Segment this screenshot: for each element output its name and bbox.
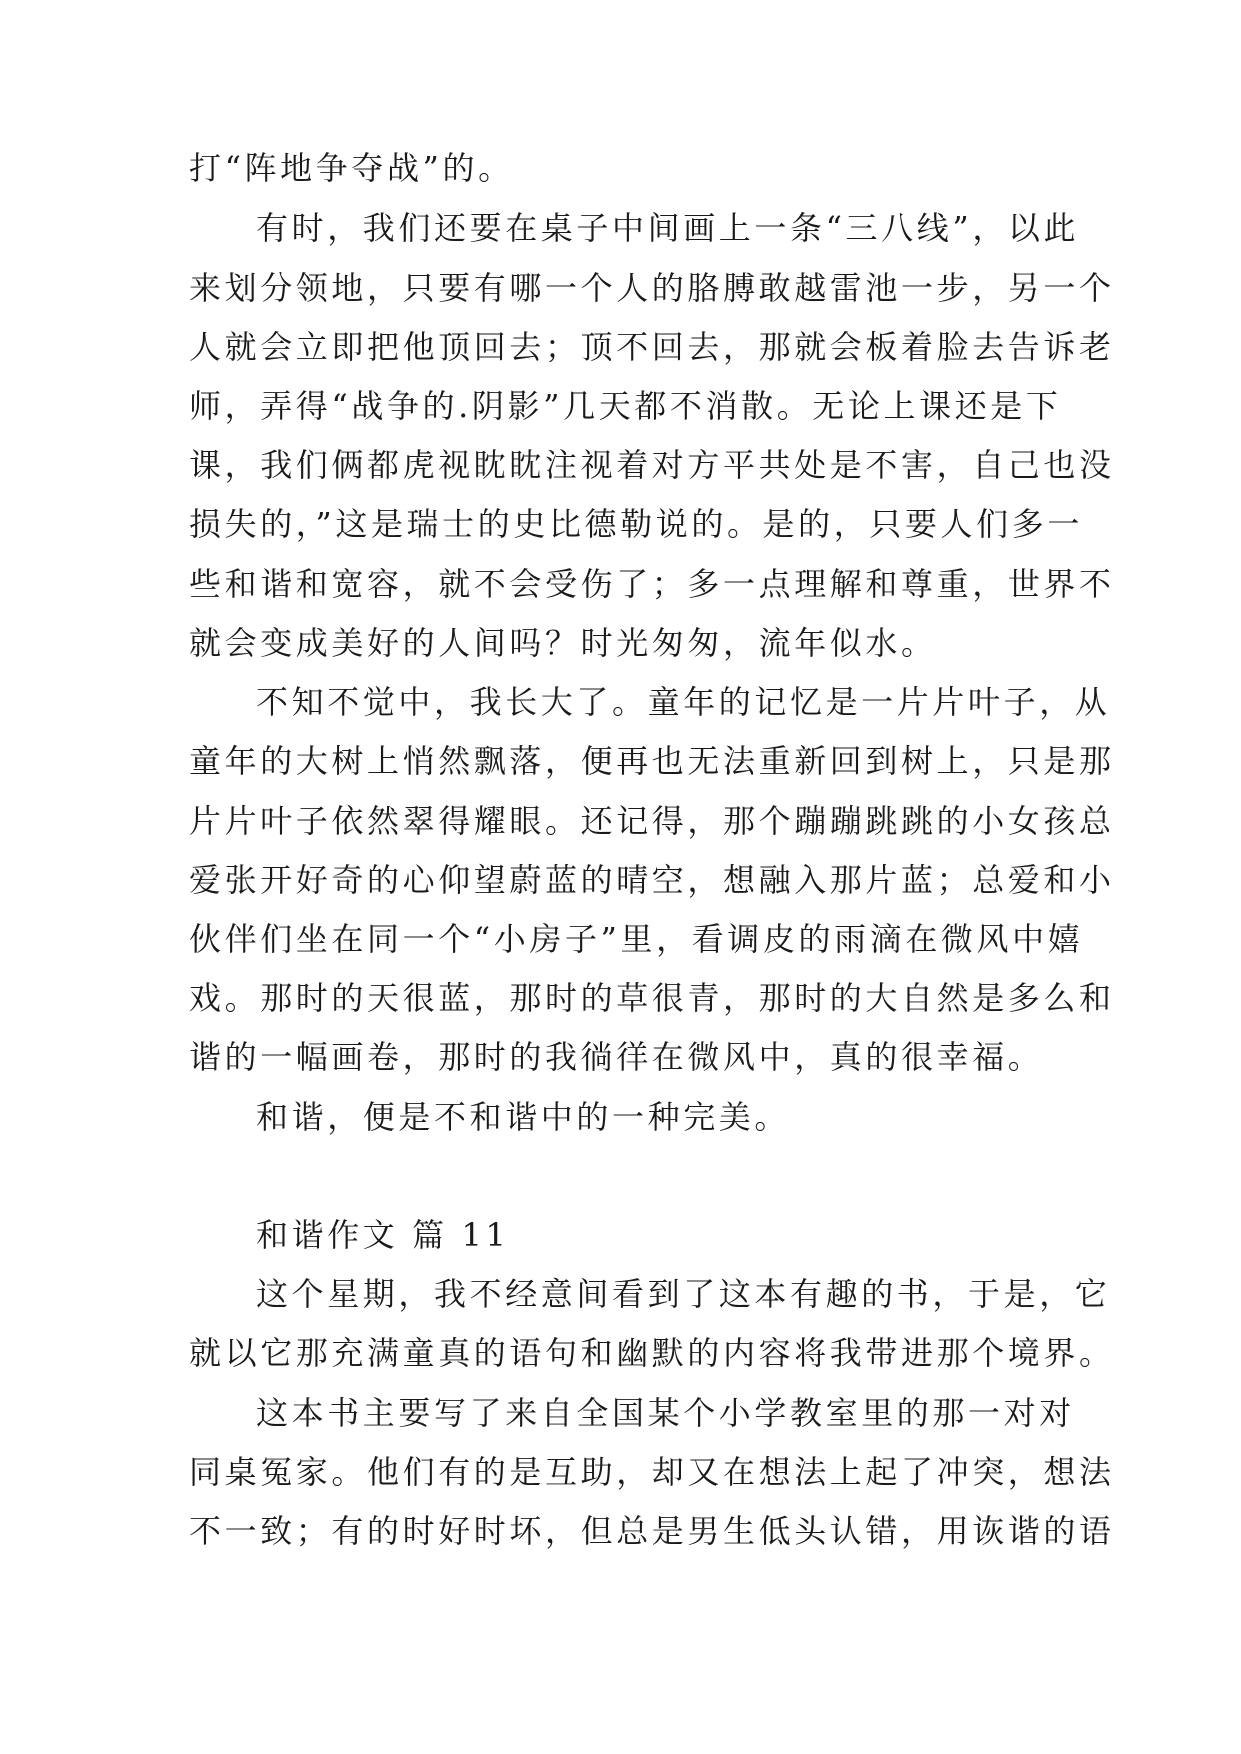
text-line: 不一致；有的时好时坏，但总是男生低头认错，用诙谐的语 [189, 1512, 1115, 1550]
text-line: 有时，我们还要在桌子中间画上一条“三八线”，以此 [256, 209, 1080, 247]
text-line: 课，我们俩都虎视眈眈注视着对方平共处是不害，自己也没 [189, 446, 1115, 484]
text-line: 谐的一幅画卷，那时的我徜徉在微风中，真的很幸福。 [189, 1038, 1044, 1076]
text-line: 些和谐和宽容，就不会受伤了；多一点理解和尊重，世界不 [189, 565, 1115, 603]
text-line: 人就会立即把他顶回去；顶不回去，那就会板着脸去告诉老 [189, 328, 1115, 366]
text-line: 不知不觉中，我长大了。童年的记忆是一片片叶子，从 [256, 683, 1111, 721]
text-line: 打“阵地争夺战”的。 [189, 149, 514, 187]
text-line: 来划分领地，只要有哪一个人的胳膊敢越雷池一步，另一个 [189, 269, 1115, 307]
text-line: 师，弄得“战争的.阴影”几天都不消散。无论上课还是下 [189, 387, 1062, 425]
text-line: 损失的，”这是瑞士的史比德勒说的。是的，只要人们多一 [189, 505, 1083, 543]
text-line: 和谐，便是不和谐中的一种完美。 [256, 1098, 791, 1136]
section-heading: 和谐作文 篇 11 [256, 1216, 510, 1254]
text-line: 就会变成美好的人间吗？时光匆匆，流年似水。 [189, 624, 937, 662]
text-line: 片片叶子依然翠得耀眼。还记得，那个蹦蹦跳跳的小女孩总 [189, 802, 1115, 840]
text-line: 伙伴们坐在同一个“小房子”里，看调皮的雨滴在微风中嬉 [189, 920, 1084, 958]
text-line: 童年的大树上悄然飘落，便再也无法重新回到树上，只是那 [189, 742, 1115, 780]
text-line: 同桌冤家。他们有的是互助，却又在想法上起了冲突，想法 [189, 1453, 1115, 1491]
text-line: 戏。那时的天很蓝，那时的草很青，那时的大自然是多么和 [189, 979, 1115, 1017]
text-line: 就以它那充满童真的语句和幽默的内容将我带进那个境界。 [189, 1334, 1115, 1372]
text-line: 这个星期，我不经意间看到了这本有趣的书，于是，它 [256, 1275, 1111, 1313]
text-line: 这本书主要写了来自全国某个小学教室里的那一对对 [256, 1394, 1075, 1432]
text-line: 爱张开好奇的心仰望蔚蓝的晴空，想融入那片蓝；总爱和小 [189, 861, 1115, 899]
